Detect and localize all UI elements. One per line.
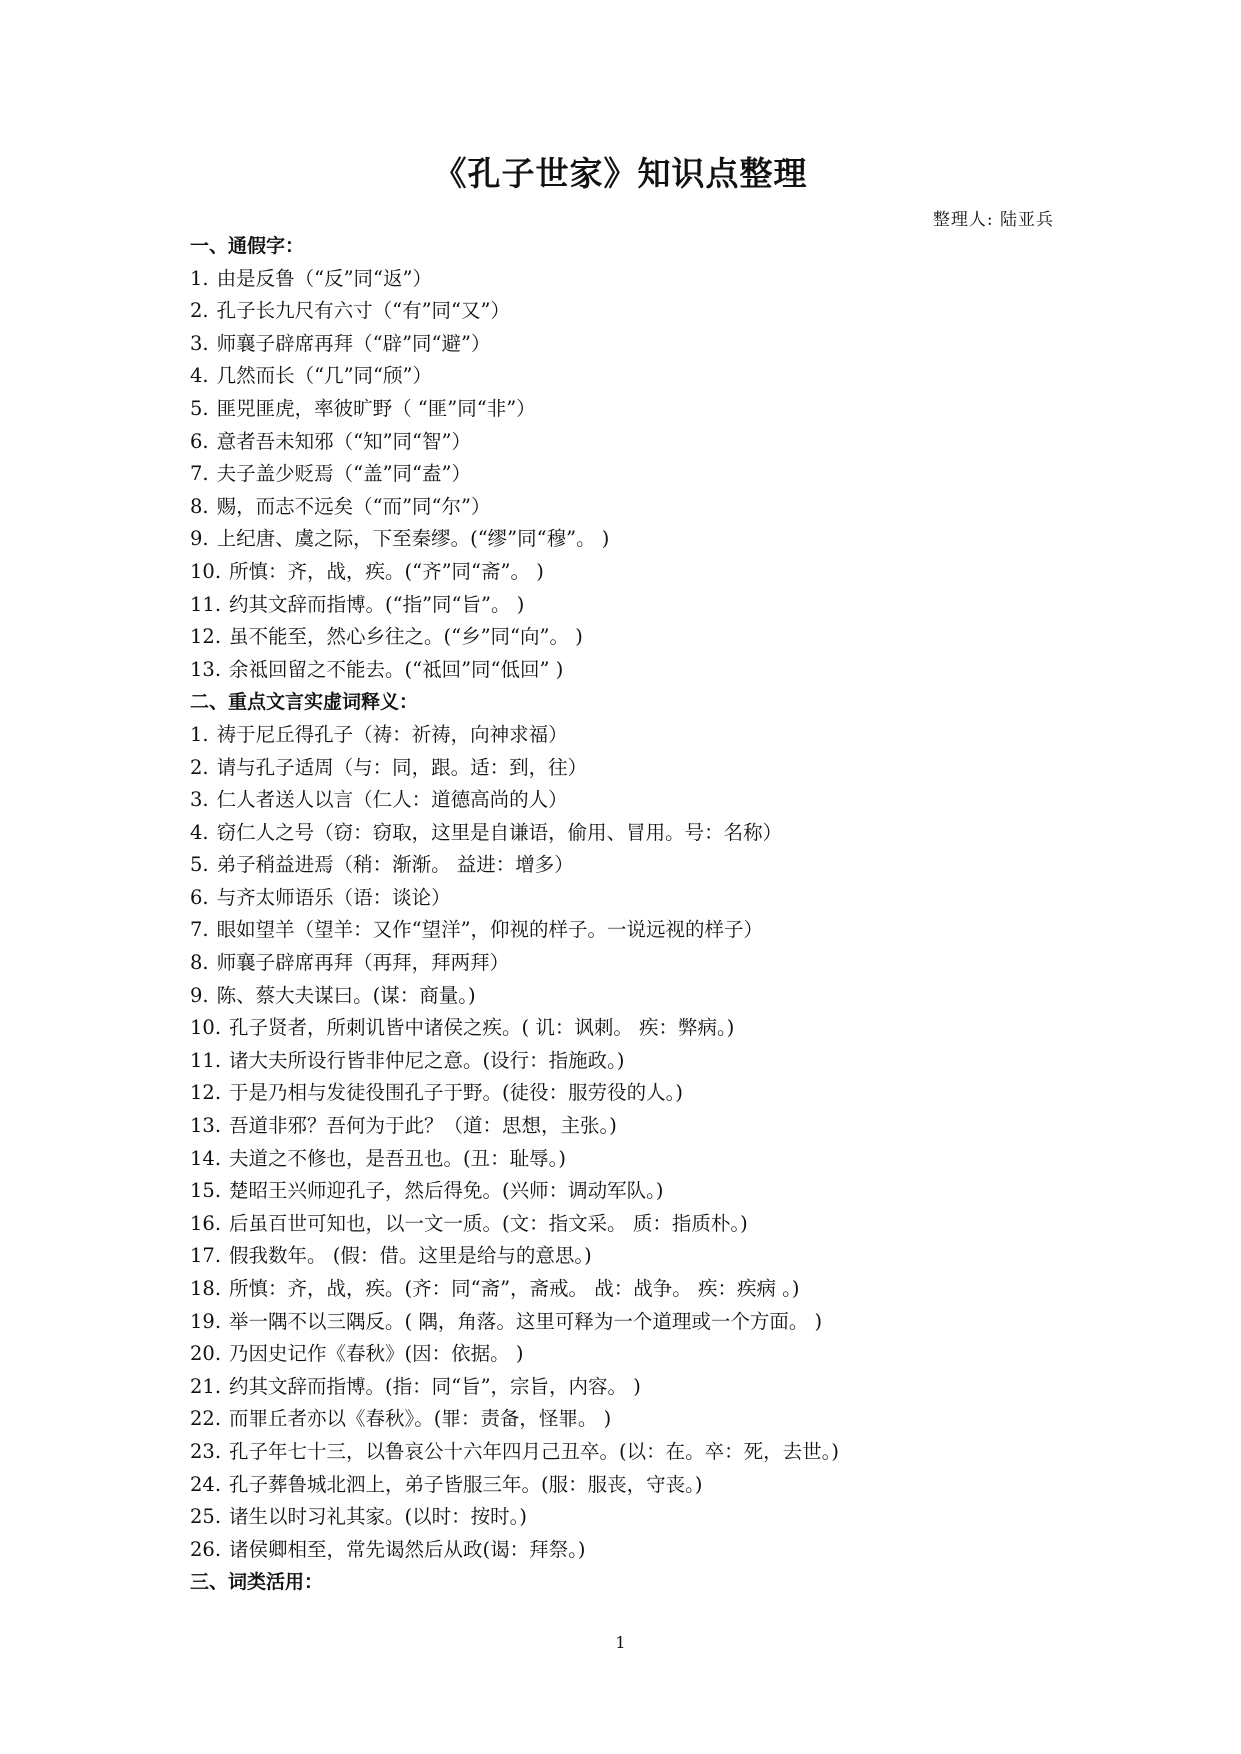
list-item-number: 18. xyxy=(190,1277,222,1300)
list-item-number: 11. xyxy=(190,1048,222,1072)
document-body xyxy=(190,230,1070,1599)
list-item xyxy=(190,426,1070,459)
list-item-number: 15. xyxy=(190,1179,222,1203)
list-item-text: 孔子贤者，所刺讥皆中诸侯之疾。( 讥：讽刺。 疾：弊病。) xyxy=(229,1016,735,1040)
list-item-text: 几然而长（“几”同“颀”） xyxy=(216,364,432,388)
list-item xyxy=(190,1469,1070,1502)
list-item-number: 9. xyxy=(190,983,209,1007)
list-item-text: 吾道非邪？吾何为于此？（道：思想，主张。) xyxy=(229,1114,617,1138)
list-item-number: 20. xyxy=(190,1342,222,1366)
list-item-text: 孔子葬鲁城北泗上，弟子皆服三年。(服：服丧，守丧。) xyxy=(229,1472,703,1496)
list-item-number: 12. xyxy=(190,1081,222,1105)
list-item xyxy=(190,491,1070,524)
list-item-number: 7. xyxy=(190,462,209,486)
list-item-text: 所慎：齐，战，疾。(齐：同“斋”，斋戒。 战：战争。 疾：疾病 。) xyxy=(229,1277,800,1300)
list-item-text: 后虽百世可知也，以一文一质。(文：指文采。 质：指质朴。) xyxy=(229,1211,748,1235)
list-item-text: 师襄子辟席再拜（再拜，拜两拜） xyxy=(216,951,510,975)
list-item-text: 夫道之不修也，是吾丑也。(丑：耻辱。) xyxy=(229,1146,566,1170)
list-item-number: 3. xyxy=(190,331,209,355)
list-item-number: 6. xyxy=(190,885,209,909)
list-item-number: 23. xyxy=(190,1439,222,1463)
list-item xyxy=(190,1143,1070,1176)
list-item-number: 6. xyxy=(190,429,209,453)
page-number: 1 xyxy=(615,1633,626,1652)
list-item-number: 12. xyxy=(190,625,222,649)
list-item-text: 乃因史记作《春秋》(因：依据。 ) xyxy=(229,1342,524,1366)
list-item-text: 孔子年七十三，以鲁哀公十六年四月己丑卒。(以：在。卒：死，去世。) xyxy=(229,1439,839,1463)
list-item-text: 楚昭王兴师迎孔子，然后得免。(兴师：调动军队。) xyxy=(229,1179,664,1203)
list-item-number: 7. xyxy=(190,918,209,942)
list-item-number: 5. xyxy=(190,853,209,877)
list-item xyxy=(190,295,1070,328)
list-item xyxy=(190,1371,1070,1404)
list-item-text: 眼如望羊（望羊：又作“望洋”，仰视的样子。一说远视的样子） xyxy=(216,918,764,942)
list-item-number: 24. xyxy=(190,1472,222,1496)
list-item xyxy=(190,1436,1070,1469)
list-item xyxy=(190,1338,1070,1371)
list-item-number: 13. xyxy=(190,657,222,681)
list-item-text: 于是乃相与发徒役围孔子于野。(徒役：服劳役的人。) xyxy=(229,1081,683,1105)
list-item xyxy=(190,1175,1070,1208)
document-author: 整理人: 陆亚兵 xyxy=(932,210,1054,230)
list-item-text: 举一隅不以三隅反。( 隅，角落。这里可释为一个道理或一个方面。 ) xyxy=(229,1309,823,1333)
list-item xyxy=(190,458,1070,491)
section-heading: 三、词类活用： xyxy=(190,1571,324,1594)
list-item-number: 22. xyxy=(190,1407,222,1431)
list-item xyxy=(190,263,1070,296)
list-item xyxy=(190,360,1070,393)
list-item-text: 仁人者送人以言（仁人：道德高尚的人） xyxy=(216,788,568,812)
list-item xyxy=(190,1240,1070,1273)
list-item xyxy=(190,784,1070,817)
list-item xyxy=(190,1208,1070,1241)
section-heading: 二、重点文言实虚词释义： xyxy=(190,691,419,714)
list-item-number: 2. xyxy=(190,299,209,323)
list-item xyxy=(190,817,1070,850)
list-item-text: 意者吾未知邪（“知”同“智”） xyxy=(216,429,471,453)
list-item-text: 而罪丘者亦以《春秋》。(罪：责备，怪罪。 ) xyxy=(229,1407,612,1431)
list-item-text: 所慎：齐，战，疾。(“齐”同“斋”。 ) xyxy=(229,559,544,583)
list-item-text: 陈、蔡大夫谋曰。(谋：商量。) xyxy=(216,983,476,1007)
list-item-text: 赐，而志不远矣（“而”同“尔”） xyxy=(216,494,491,518)
list-item-number: 1. xyxy=(190,722,209,746)
list-item-number: 21. xyxy=(190,1374,222,1398)
list-item-number: 8. xyxy=(190,951,209,975)
list-item xyxy=(190,1012,1070,1045)
list-item xyxy=(190,328,1070,361)
list-item-number: 5. xyxy=(190,396,209,420)
list-item xyxy=(190,1403,1070,1436)
list-item-number: 19. xyxy=(190,1309,222,1333)
list-item-number: 10. xyxy=(190,1016,222,1040)
list-item-text: 请与孔子适周（与：同，跟。适：到，往） xyxy=(216,755,588,779)
list-item xyxy=(190,1045,1070,1078)
list-item-number: 4. xyxy=(190,364,209,388)
list-item-number: 13. xyxy=(190,1114,222,1138)
list-item-text: 约其文辞而指博。(指：同“旨”，宗旨，内容。 ) xyxy=(229,1374,641,1398)
list-item-number: 10. xyxy=(190,559,222,583)
list-item-number: 16. xyxy=(190,1211,222,1235)
list-item xyxy=(190,654,1070,687)
list-item-text: 约其文辞而指博。(“指”同“旨”。 ) xyxy=(229,592,525,616)
list-item-text: 祷于尼丘得孔子（祷：祈祷，向神求福） xyxy=(216,722,568,746)
list-item xyxy=(190,1534,1070,1567)
list-item-number: 9. xyxy=(190,527,209,551)
list-item-text: 虽不能至，然心乡往之。(“乡”同“向”。 ) xyxy=(229,625,583,649)
list-item-text: 余祗回留之不能去。(“祗回”同“低回” ) xyxy=(229,657,564,681)
list-item xyxy=(190,882,1070,915)
list-item-number: 17. xyxy=(190,1244,222,1268)
list-item xyxy=(190,1273,1070,1306)
list-item-number: 1. xyxy=(190,266,209,290)
list-item-text: 上纪唐、虞之际，下至秦缪。(“缪”同“穆”。 ) xyxy=(216,527,610,551)
list-item-text: 由是反鲁（“反”同“返”） xyxy=(216,266,432,290)
section-heading: 一、通假字： xyxy=(190,235,305,257)
list-item xyxy=(190,621,1070,654)
list-item-number: 11. xyxy=(190,592,222,616)
list-item xyxy=(190,589,1070,622)
list-item-text: 诸侯卿相至，常先谒然后从政(谒：拜祭。) xyxy=(229,1537,586,1561)
list-item xyxy=(190,556,1070,589)
list-item xyxy=(190,947,1070,980)
list-item-text: 假我数年。 (假：借。这里是给与的意思。) xyxy=(229,1244,592,1268)
list-item-number: 14. xyxy=(190,1146,222,1170)
list-item-text: 孔子长九尺有六寸（“有”同“又”） xyxy=(216,299,510,323)
list-item-number: 25. xyxy=(190,1505,222,1529)
list-item xyxy=(190,849,1070,882)
list-item-number: 2. xyxy=(190,755,209,779)
list-item-text: 诸大夫所设行皆非仲尼之意。(设行：指施政。) xyxy=(229,1048,625,1072)
list-item-number: 8. xyxy=(190,494,209,518)
list-item xyxy=(190,393,1070,426)
list-item-text: 诸生以时习礼其家。(以时：按时。) xyxy=(229,1505,527,1529)
list-item xyxy=(190,1501,1070,1534)
list-item-number: 3. xyxy=(190,788,209,812)
list-item-number: 26. xyxy=(190,1537,222,1561)
list-item-text: 匪兕匪虎，率彼旷野（ “匪”同“非”） xyxy=(216,396,536,420)
list-item-number: 4. xyxy=(190,820,209,844)
list-item xyxy=(190,1306,1070,1339)
list-item xyxy=(190,523,1070,556)
list-item-text: 与齐太师语乐（语：谈论） xyxy=(216,885,451,909)
list-item xyxy=(190,980,1070,1013)
list-item xyxy=(190,719,1070,752)
list-item-text: 夫子盖少贬焉（“盖”同“盍”） xyxy=(216,462,471,486)
list-item-text: 师襄子辟席再拜（“辟”同“避”） xyxy=(216,331,491,355)
list-item-text: 窃仁人之号（窃：窃取，这里是自谦语，偷用、冒用。号：名称） xyxy=(216,820,783,844)
document-title: 《孔子世家》知识点整理 xyxy=(433,154,808,193)
list-item xyxy=(190,914,1070,947)
list-item xyxy=(190,1077,1070,1110)
list-item xyxy=(190,1110,1070,1143)
list-item xyxy=(190,752,1070,785)
list-item-text: 弟子稍益进焉（稍：渐渐。 益进：增多） xyxy=(216,853,574,877)
